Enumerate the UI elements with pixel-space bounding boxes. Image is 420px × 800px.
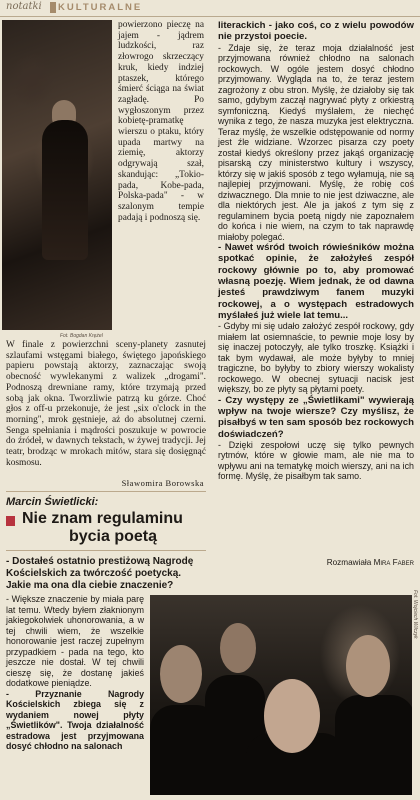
section-marker-icon xyxy=(50,2,56,13)
interview-question: - Nawet wśród twoich rówieśników można spotkać opinie, że założyłeś zespół rockowy głównie po to, aby promować własną poezję. Wiem jednak, że od dawna jesteś prawdziwym fanem muzyki rockowej, a o występach estradowych myślałeś już wiele lat temu... xyxy=(218,242,414,321)
photo-credit: Fot. Bogdan Krężel xyxy=(60,333,103,339)
band-member-face xyxy=(346,635,390,697)
interview-question: - Przyznanie Nagrody Kościelskich zbiega się z wydaniem nowej płyty „Świetlików". Twoja działalność estradowa jest przyjmowana dosyć chłodno na salonach xyxy=(6,688,144,751)
interview-answer: - Dzięki zespołowi uczę się tylko pewnych rytmów, które w głowie mam, ale nie ma to wpływu ani na tematykę moich wierszy, ani na ich formę. Myślę, że pisałbym tak samo. xyxy=(218,439,414,482)
divider xyxy=(6,491,206,492)
photo-credit: Fot. Wojciech Wilczyk xyxy=(412,590,418,639)
interview-question: literackich - jako coś, co z wielu powodów nie przystoi poecie. xyxy=(218,20,414,43)
interview-headline xyxy=(18,510,208,546)
interview-question: - Czy występy ze „Świetlikami" wywierają wpływ na twoje wiersze? Czy myślisz, że pisałbyś w ten sam sposób bez rockowych doświadczeń? xyxy=(218,394,414,440)
band-member-face xyxy=(220,623,256,673)
band-member-body xyxy=(335,695,412,795)
review-paragraph: powierzono pieczę na jajem - jądrem ludzkości, raz złowrogo skrzeczący kruk, kiedy indziej ptaszek, którego śmierć ściąga na świat zagładę. Po wygłoszonym przez kobietę-pramatkę wierszu o ptaku, który upada martwy na ziemię, aktorzy odgrywają szał, skandując: „Tokio-pada, Kobe-pada, Polska-pada" - w szalonym tempie padają i podnoszą się. xyxy=(118,20,204,223)
review-column xyxy=(118,20,204,223)
performer-figure xyxy=(42,120,88,260)
headline-line-2: bycia poetą xyxy=(68,528,158,545)
interview-answer: - Gdyby mi się udało założyć zespół rockowy, gdy miałem lat osiemnaście, to pewnie moje losy by się inaczej potoczyły, ale tylko troszkę. Książki i tak bym wydawał, ale może byłyby to mniej tragiczne, bo byłyby to zbiory wierszy wokalisty rockowego. W obecnej sytuacji nacisk jest większy, bo ze płyty są płytami poety. xyxy=(218,321,414,395)
interview-byline: Marcin Świetlicki: xyxy=(6,496,99,508)
interview-answer: - Zdaje się, że teraz moja działalność jest przyjmowana również chłodno na salonach rockowych. W ogóle jestem dosyć chłodno przyjmowany. Wygląda na to, że teraz jestem zagrożony z obu stron. Myślę, że działoby się tak samo, gdybym zaczął nagrywać płyty z orkiestrą symfoniczną. Kiedyś myślałem, że niechęć wynika z tego, że nasza muzyka jest elektryczna. Teraz myślę, że wszelkie odstępowanie od normy jest źle widziane. Wzorzec pisarza czy poety został kiedyś określony przez jakąś organizację pisarską czy ministerstwo kultury i wszyscy, którzy się w jakiś sposób z tego wyłamują, nie są najlepiej przyjmowani. Myślę, że robię coś dziwacznego. Dla mnie to nie jest dziwaczne, ale dla niektórych jest. Ale ja jakoś z tym się z regulaminem bycia poetą nigdy nie zapoznałem do końca i nie wiem, na czym to tak naprawdę miałoby polegać. xyxy=(218,42,414,242)
headline-line-1: Nie znam regulaminu xyxy=(22,510,183,527)
band-member-face xyxy=(264,679,320,753)
theatre-photo xyxy=(2,20,112,330)
interview-left-column xyxy=(6,594,144,752)
section-script-label: notatki xyxy=(6,1,42,12)
section-header xyxy=(0,0,420,17)
band-member-face xyxy=(160,645,202,703)
review-signature: Sławomira Borowska xyxy=(121,478,204,488)
review-continuation xyxy=(6,340,206,468)
interviewer-credit xyxy=(218,558,414,567)
interviewer-label: Rozmawiała xyxy=(326,558,372,567)
interviewer-name: Mira Faber xyxy=(373,558,414,567)
interview-answer: - Większe znaczenie by miała parę lat temu. Wtedy byłem złaknionym jakiegokolwiek uhonorowania, a w tej chwili wiem, że wszelkie honorowanie jest raczej zupełnym przypadkiem - pada na tego, kto jeszcze nie dostał. W tej chwili cieszę się, że dostanę jakieś dodatkowe pieniądze. xyxy=(6,594,144,688)
band-photo xyxy=(150,595,412,795)
headline-square-icon xyxy=(6,516,15,526)
review-paragraph: W finale z powierzchni sceny-planety zasnutej szlaufami wstęgami białego, świętego japońskiego papieru powstają aktorzy, zaznaczając swoją obecność wywlekanymi z walizek „drogami". Podnoszą drewniane ramy, które trzymają przed sobą jak okna. Tworzliwie patrzą ku górze. Choć głos z off-u przekonuje, że jest „six o'clock in the morning", mrok gęstnieje, aż do absolutnej czerni. Senga spełniania i mądrości poszukuje w powrocie do źródeł, w dawnych tekstach, w żywej tradycji. Jej teatr, brodząc w mrokach mitów, stara się dosięgnąć kosmosu. xyxy=(6,340,206,468)
section-name: KULTURALNE xyxy=(58,2,143,13)
divider xyxy=(6,550,206,551)
interview-right-column xyxy=(218,20,414,482)
interview-question: - Dostałeś ostatnio prestiżową Nagrodę Kościelskich za twórczość poetycką. Jakie ma ona dla ciebie znaczenie? xyxy=(6,556,194,591)
